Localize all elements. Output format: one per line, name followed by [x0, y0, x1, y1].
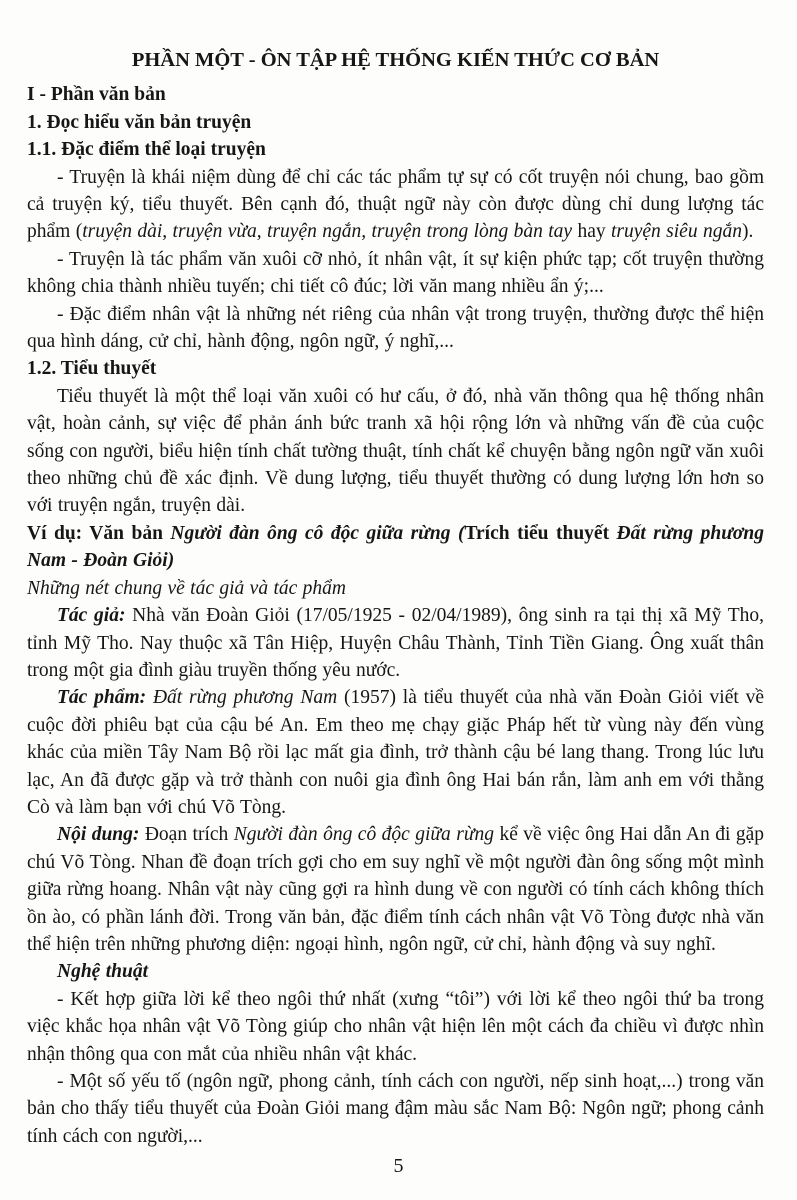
paragraph-noi-dung: Nội dung: Đoạn trích Người đàn ông cô độc giữa rừng kể về việc ông Hai dẫn An đi gặp chú Võ Tòng. Nhan đề đoạn trích gợi cho em suy nghĩ về một người đàn ông sống một mình giữa rừng hoang. Nhân vật này cũng gợi ra hình dung về con người có tính cách không thích ồn ào, có phần lánh đời. Trong văn bản, đặc điểm tính cách nhân vật Võ Tòng được nhà văn thể hiện trên những phương diện: ngoại hình, ngôn ngữ, cử chỉ, hành động và suy nghĩ.	[27, 824, 764, 955]
paragraph-tac-pham: Tác phẩm: Đất rừng phương Nam (1957) là tiểu thuyết của nhà văn Đoàn Giỏi viết về cuộc đời phiêu bạt của cậu bé An. Em theo mẹ chạy giặc Pháp hết từ vùng này đến vùng khác của miền Tây Nam Bộ rồi lạc mất gia đình, trở thành cậu bé lang thang. Trong lúc lưu lạc, An đã được gặp và trở thành con nuôi gia đình ông Hai bán rắn, làm anh em với thằng Cò và làm bạn với chú Võ Tòng.	[27, 687, 765, 818]
heading-tieu-thuyet: 1.2. Tiểu thuyết	[27, 358, 157, 380]
paragraph-truyen-van-xuoi: - Truyện là tác phẩm văn xuôi cỡ nhỏ, ít nhân vật, ít sự kiện phức tạp; cốt truyện thường không chia thành nhiều tuyến; chi tiết cô đúc; lời văn mang nhiều ẩn ý;...	[27, 248, 764, 298]
paragraph-tieu-thuyet-dinh-nghia: Tiểu thuyết là một thể loại văn xuôi có hư cấu, ở đó, nhà văn thông qua hệ thống nhân vật, hoàn cảnh, sự việc để phản ánh bức tranh xã hội rộng lớn và những vấn đề của cuộc sống con người, biểu hiện tính chất tường thuật, tính chất kể chuyện bằng ngôn ngữ văn xuôi theo những chủ đề xác định. Về dung lượng, tiểu thuyết thường có dung lượng lớn hơn so với truyện ngắn, truyện dài.	[27, 385, 764, 517]
paragraph-truyen-khai-niem: - Truyện là khái niệm dùng để chỉ các tác phẩm tự sự có cốt truyện nói chung, bao gồm cả truyện ký, tiểu thuyết. Bên cạnh đó, thuật ngữ này còn được dùng chỉ dung lượng tác phẩm (truyện dài, truyện vừa, truyện ngắn, truyện trong lòng bàn tay hay truyện siêu ngắn).	[27, 166, 764, 243]
heading-part-van-ban: I - Phần văn bản	[27, 84, 166, 105]
paragraph-vi-du: Ví dụ: Văn bản Người đàn ông cô độc giữa rừng (Trích tiểu thuyết Đất rừng phương Nam - Đoàn Giỏi)	[27, 522, 764, 572]
page-number: 5	[393, 1155, 404, 1177]
paragraph-ket-hop-loi-ke: - Kết hợp giữa lời kể theo ngôi thứ nhất (xưng “tôi”) với lời kể theo ngôi thứ ba trong việc khắc họa nhân vật Võ Tòng giúp cho nhân vật hiện lên một cách đa chiều vì được nhìn nhận thông qua con mắt của nhiều nhân vật khác.	[27, 988, 764, 1065]
paragraph-dac-diem-nhan-vat: - Đặc điểm nhân vật là những nét riêng của nhân vật trong truyện, thường được thể hiện qua hình dáng, cử chỉ, hành động, ngôn ngữ, ý nghĩ,...	[27, 303, 764, 352]
heading-nghe-thuat: Nghệ thuật	[57, 961, 148, 983]
paragraph-mot-so-yeu-to: - Một số yếu tố (ngôn ngữ, phong cảnh, tính cách con người, nếp sinh hoạt,...) trong văn bản cho thấy tiểu thuyết của Đoàn Giỏi mang đậm màu sắc Nam Bộ: Ngôn ngữ; phong cảnh tính cách con người,...	[27, 1071, 764, 1147]
paragraph-nhung-net-chung: Những nét chung về tác giả và tác phẩm	[27, 577, 346, 599]
paragraph-tac-gia: Tác giả: Nhà văn Đoàn Giỏi (17/05/1925 - 02/04/1989), ông sinh ra tại thị xã Mỹ Tho, tỉnh Mỹ Tho. Nay thuộc xã Tân Hiệp, Huyện Châu Thành, Tỉnh Tiền Giang. Ông xuất thân trong một gia đình giàu truyền thống yêu nước.	[27, 605, 764, 681]
heading-doc-hieu-truyen: 1. Đọc hiểu văn bản truyện	[27, 111, 252, 133]
page-title: PHẦN MỘT - ÔN TẬP HỆ THỐNG KIẾN THỨC CƠ BẢN	[131, 49, 660, 71]
heading-dac-diem-the-loai: 1.1. Đặc điểm thể loại truyện	[27, 139, 266, 160]
